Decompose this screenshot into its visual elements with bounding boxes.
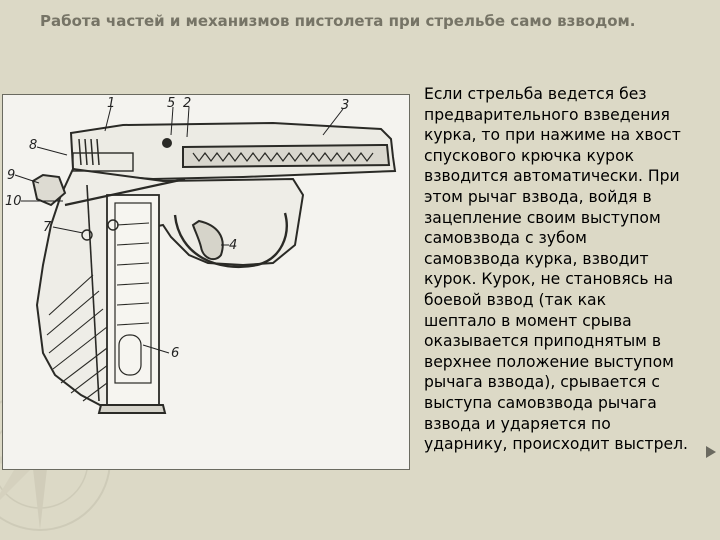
description-line: курок. Курок, не становясь на	[424, 270, 674, 289]
description-line: спускового крючка курок	[424, 146, 635, 165]
callout-1: 1	[107, 96, 116, 111]
callout-3: 3	[341, 98, 350, 113]
callout-8: 8	[29, 138, 38, 153]
description-line: Если стрельба ведется без	[424, 85, 647, 103]
description-line: самовзвода с зубом	[424, 229, 587, 248]
description-line: верхнее положение выступом	[424, 352, 674, 371]
description-line: самовзвода курка, взводит	[424, 249, 649, 268]
callout-6: 6	[171, 346, 180, 361]
description-line: выступа самовзвода рычага	[424, 393, 657, 412]
callout-2: 2	[183, 96, 192, 111]
callout-4: 4	[229, 238, 238, 253]
pistol-drawing	[3, 95, 409, 469]
pistol-frame	[37, 169, 303, 413]
next-slide-arrow-icon[interactable]	[706, 446, 716, 458]
description-line: зацепление своим выступом	[424, 208, 661, 227]
description-text	[424, 84, 720, 455]
description-line: шептало в момент срыва	[424, 311, 632, 330]
slide-title: Работа частей и механизмов пистолета при стрельбе само взводом.	[40, 12, 636, 30]
description-line: ударнику, происходит выстрел.	[424, 435, 688, 454]
description-line: этом рычаг взвода, войдя в	[424, 187, 652, 206]
description-line: рычага взвода), срывается с	[424, 373, 660, 392]
description-line: предварительного взведения	[424, 105, 670, 124]
description-line: взвода и ударяется по	[424, 414, 611, 433]
callout-9: 9	[7, 168, 16, 183]
callout-5: 5	[167, 96, 176, 111]
callout-10: 10	[5, 194, 22, 209]
description-line: оказывается приподнятым в	[424, 332, 662, 351]
description-line: боевой взвод (так как	[424, 290, 607, 309]
pistol-diagram	[2, 94, 410, 470]
callout-7: 7	[43, 220, 52, 235]
description-line: взводится автоматически. При	[424, 167, 680, 186]
description-line: курка, то при нажиме на хвост	[424, 126, 681, 145]
